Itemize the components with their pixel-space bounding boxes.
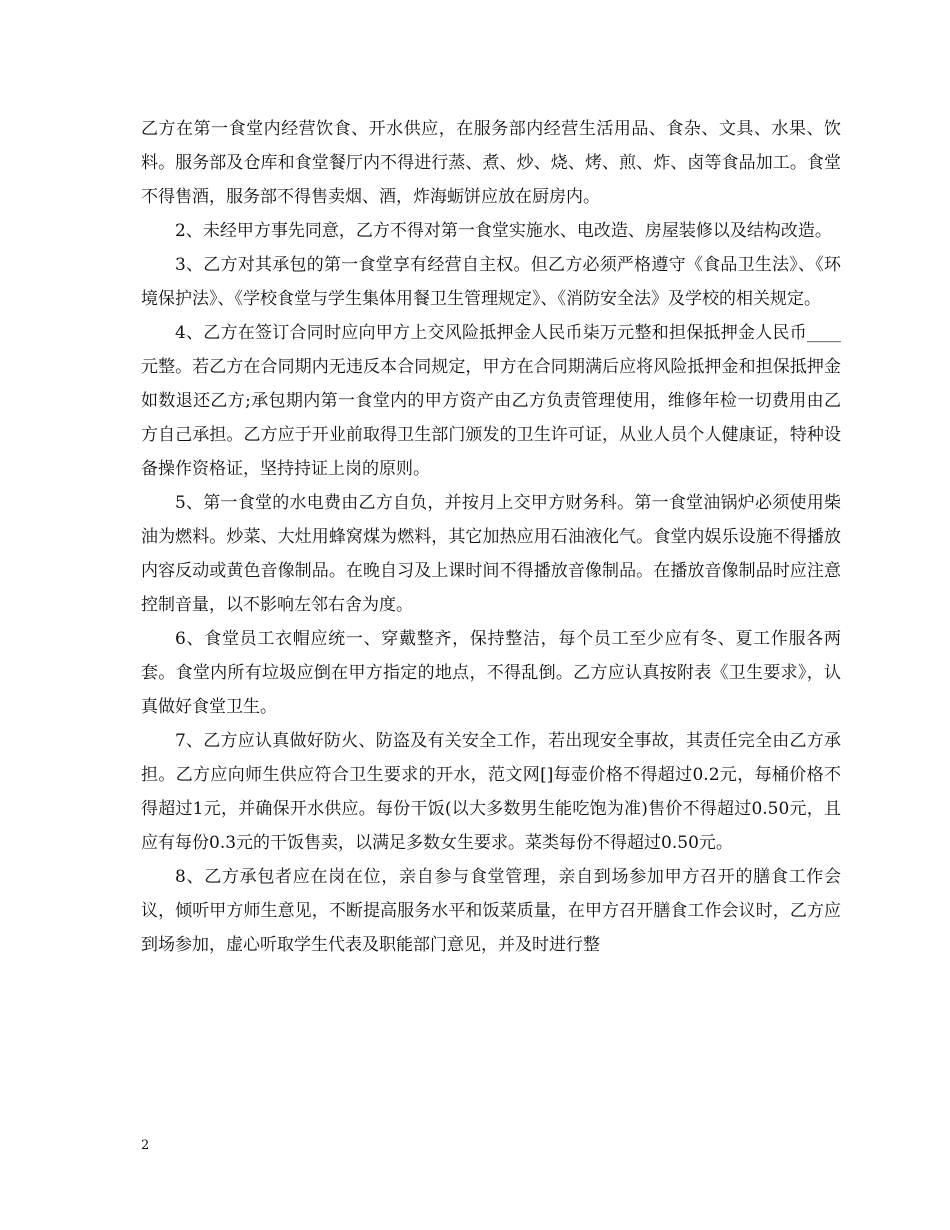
paragraph-clause-8: 8、乙方承包者应在岗在位，亲自参与食堂管理，亲自到场参加甲方召开的膳食工作会议，倾听甲方师生意见，不断提高服务水平和饭菜质量，在甲方召开膳食工作会议时，乙方应到场参加，虚心听取学生代表及职能部门意见，并及时进行整 <box>141 867 841 955</box>
page-number: 2 <box>141 1138 150 1153</box>
paragraph-intro: 乙方在第一食堂内经营饮食、开水供应，在服务部内经营生活用品、食杂、文具、水果、饮料。服务部及仓库和食堂餐厅内不得进行蒸、煮、炒、烧、烤、煎、炸、卤等食品加工。食堂不得售酒，服务部不得售卖烟、酒，炸海蛎饼应放在厨房内。 <box>141 119 841 207</box>
paragraph-clause-6: 6、食堂员工衣帽应统一、穿戴整齐，保持整洁，每个员工至少应有冬、夏工作服各两套。食堂内所有垃圾应倒在甲方指定的地点，不得乱倒。乙方应认真按附表《卫生要求》，认真做好食堂卫生。 <box>141 629 841 717</box>
paragraph-clause-5: 5、第一食堂的水电费由乙方自负，并按月上交甲方财务科。第一食堂油锅炉必须使用柴油为燃料。炒菜、大灶用蜂窝煤为燃料，其它加热应用石油液化气。食堂内娱乐设施不得播放内容反动或黄色音像制品。在晚自习及上课时间不得播放音像制品。在播放音像制品时应注意控制音量，以不影响左邻右舍为度。 <box>141 493 841 615</box>
document-body <box>141 112 841 962</box>
paragraph-clause-2: 2、未经甲方事先同意，乙方不得对第一食堂实施水、电改造、房屋装修以及结构改造。 <box>175 221 832 241</box>
paragraph-clause-7: 7、乙方应认真做好防火、防盗及有关安全工作，若出现安全事故，其责任完全由乙方承担。乙方应向师生供应符合卫生要求的开水，范文网[]每壶价格不得超过0.2元，每桶价格不得超过1元，并确保开水供应。每份干饭(以大多数男生能吃饱为准)售价不得超过0.50元，且应有每份0.3元的干饭售卖，以满足多数女生要求。菜类每份不得超过0.50元。 <box>141 731 841 853</box>
paragraph-clause-3: 3、乙方对其承包的第一食堂享有经营自主权。但乙方必须严格遵守《食品卫生法》、《环境保护法》、《学校食堂与学生集体用餐卫生管理规定》、《消防安全法》及学校的相关规定。 <box>141 255 841 309</box>
paragraph-clause-4: 4、乙方在签订合同时应向甲方上交风险抵押金人民币柒万元整和担保抵押金人民币____元整。若乙方在合同期内无违反本合同规定，甲方在合同期满后应将风险抵押金和担保抵押金如数退还乙方;承包期内第一食堂内的甲方资产由乙方负责管理使用，维修年检一切费用由乙方自己承担。乙方应于开业前取得卫生部门颁发的卫生许可证，从业人员个人健康证，特种设备操作资格证，坚持持证上岗的原则。 <box>141 323 841 479</box>
